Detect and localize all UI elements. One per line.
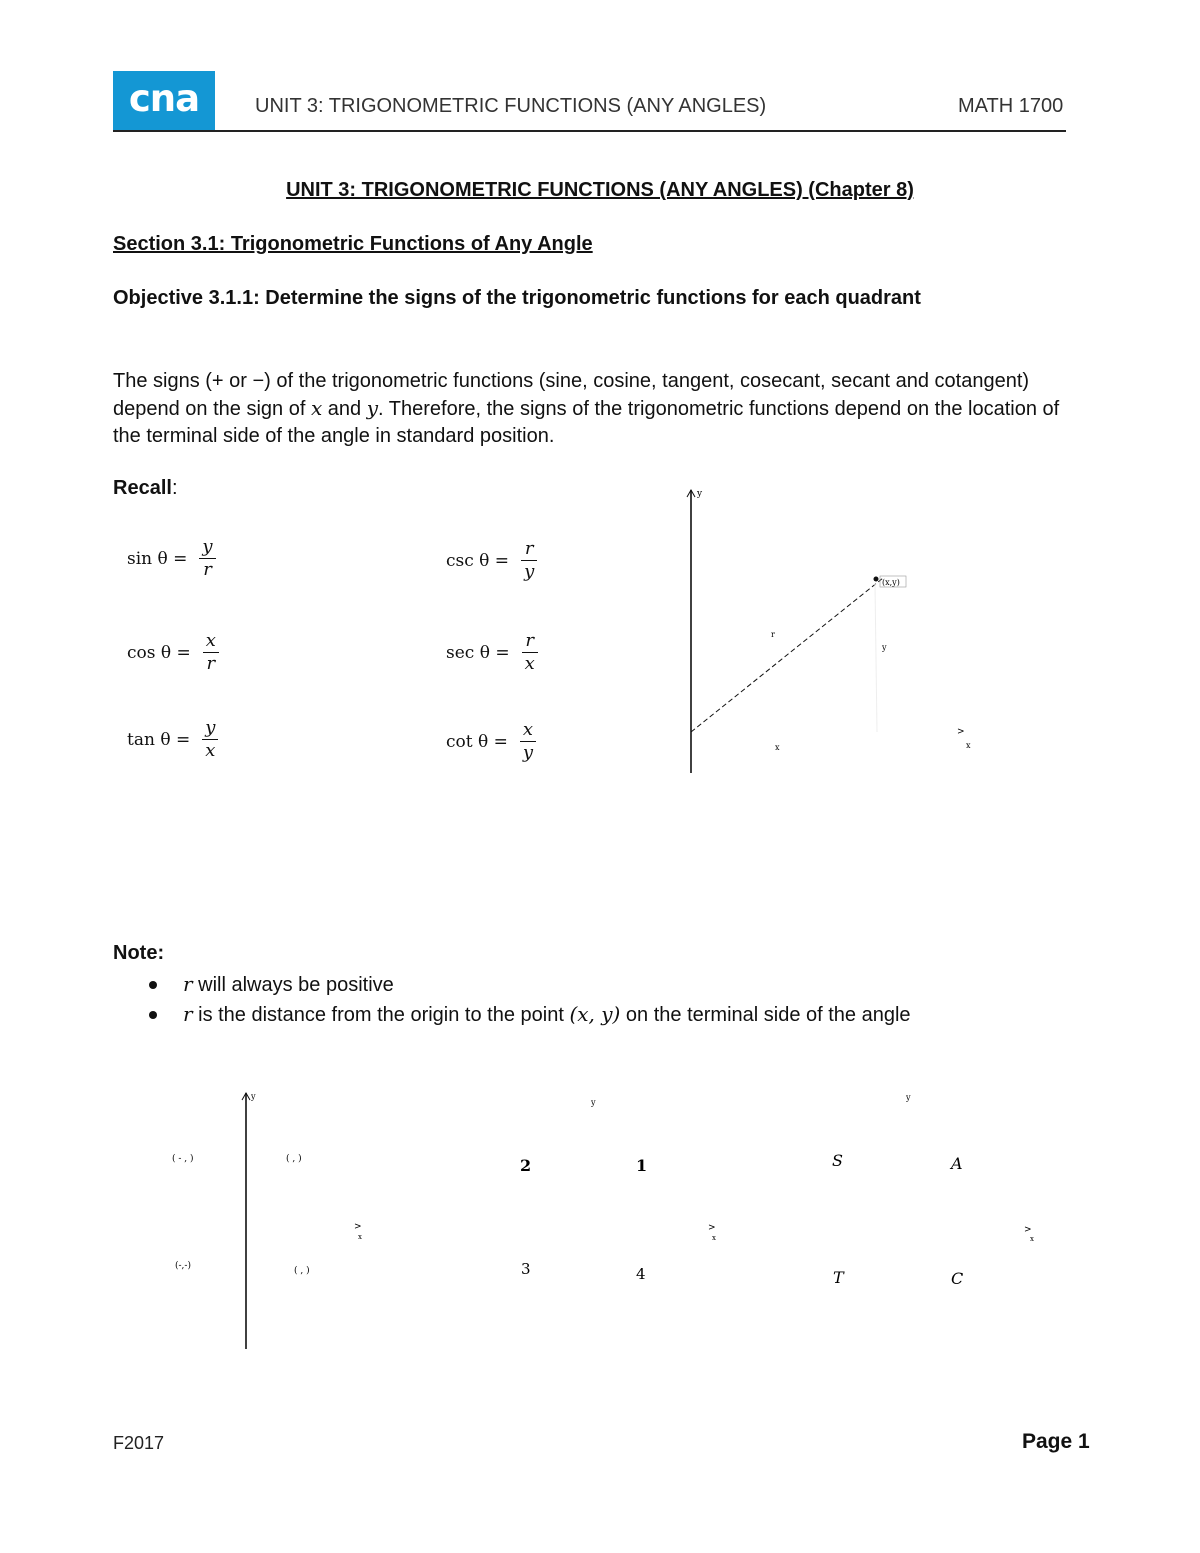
r-label: r xyxy=(771,630,775,639)
fraction xyxy=(203,630,219,675)
header-divider xyxy=(113,130,1066,132)
point-notation: (x, y) xyxy=(569,1002,621,1026)
recall-word: Recall xyxy=(113,477,172,499)
intro-paragraph xyxy=(113,368,1088,450)
quadrant-1-sign: ( , ) xyxy=(286,1154,302,1164)
quadrant-astc-diagram xyxy=(832,1093,1034,1288)
x-axis-arrow-glyph: > xyxy=(1024,1225,1032,1235)
fraction xyxy=(521,538,537,583)
x-axis-arrow-glyph: > xyxy=(957,727,965,737)
cna-logo xyxy=(113,71,215,130)
quadrant-1-number: 1 xyxy=(636,1156,648,1175)
quadrant-2-number: 2 xyxy=(520,1156,532,1175)
denominator: x xyxy=(205,740,216,761)
intro-text-1: The signs (+ or −) of the trigonometric functions (sine, cosine, tangent, cosecant, secant and cotangent) depend on the sign of xyxy=(113,370,1030,420)
quadrant-1-letter: A xyxy=(951,1154,963,1173)
denominator: r xyxy=(203,559,212,580)
numerator: y xyxy=(205,717,216,738)
formula-sin xyxy=(127,536,216,581)
formula-fn: cos θ = xyxy=(127,642,191,663)
formula-cos xyxy=(127,630,219,675)
quadrant-3-number: 3 xyxy=(521,1260,531,1278)
section-title: Section 3.1: Trigonometric Functions of Any Angle xyxy=(113,233,593,255)
formula-fn: sin θ = xyxy=(127,548,188,569)
x-axis-label: x xyxy=(712,1234,716,1242)
denominator: y xyxy=(522,742,534,763)
point-label: (x,y) xyxy=(882,578,900,587)
quadrant-3-sign: (-,-) xyxy=(175,1261,191,1271)
formula-fn: tan θ = xyxy=(127,729,191,750)
bullet-text-end: on the terminal side of the angle xyxy=(620,1004,911,1026)
note-label: Note: xyxy=(113,942,165,964)
quadrant-numbers-diagram xyxy=(520,1098,716,1283)
formula-tan xyxy=(127,717,218,762)
recall-colon: : xyxy=(171,477,178,499)
formula-fn: csc θ = xyxy=(446,550,510,571)
reference-triangle-diagram xyxy=(660,480,1000,780)
footer-page-number: Page 1 xyxy=(1022,1430,1090,1453)
intro-text-2: . Therefore, the signs of the trigonometric functions depend on the location of the terminal side of the angle in standard position. xyxy=(113,398,1060,447)
numerator: r xyxy=(524,538,534,559)
formula-fn: sec θ = xyxy=(446,642,510,663)
footer-term: F2017 xyxy=(113,1433,165,1453)
formula-fn: cot θ = xyxy=(446,731,508,752)
formula-csc xyxy=(446,538,537,583)
quadrant-2-sign: ( - , ) xyxy=(172,1154,194,1164)
formula-sec xyxy=(446,630,538,675)
note-bullet xyxy=(140,970,911,1000)
x-axis-label: x xyxy=(966,741,971,750)
y-axis-label: y xyxy=(251,1092,256,1101)
x-axis-label: x xyxy=(1030,1235,1034,1243)
var-r: r xyxy=(183,1002,193,1026)
numerator: x xyxy=(205,630,216,651)
quadrant-diagrams xyxy=(120,1085,1080,1355)
fraction xyxy=(520,719,536,764)
formula-cot xyxy=(446,719,536,764)
y-side-label: y xyxy=(882,643,887,652)
fraction xyxy=(199,536,215,581)
denominator: x xyxy=(524,653,535,674)
fraction xyxy=(202,717,218,762)
note-bullet xyxy=(140,1000,911,1030)
quadrant-2-letter: S xyxy=(832,1151,843,1170)
header-title: UNIT 3: TRIGONOMETRIC FUNCTIONS (ANY ANGLES) xyxy=(255,95,767,117)
quadrant-3-letter: T xyxy=(833,1268,844,1287)
var-r: r xyxy=(183,972,193,996)
numerator: r xyxy=(525,630,534,651)
numerator: x xyxy=(522,719,534,740)
y-axis-label: y xyxy=(906,1093,911,1102)
terminal-side-dashed xyxy=(691,578,883,732)
bullet-text: will always be positive xyxy=(192,974,394,996)
quadrant-4-number: 4 xyxy=(636,1265,646,1283)
denominator: y xyxy=(524,561,535,582)
bullet-text: is the distance from the origin to the point xyxy=(192,1004,570,1026)
quadrant-4-sign: ( , ) xyxy=(294,1266,310,1276)
quadrant-4-letter: C xyxy=(951,1269,964,1288)
numerator: y xyxy=(202,536,213,557)
quadrant-signs-diagram xyxy=(172,1092,362,1349)
intro-and: and xyxy=(322,398,367,420)
x-axis-arrow-glyph: > xyxy=(354,1222,362,1232)
y-axis-label: y xyxy=(591,1098,596,1107)
fraction xyxy=(522,630,538,675)
vertical-leg xyxy=(875,584,877,732)
recall-label xyxy=(113,477,178,500)
x-axis-arrow-glyph: > xyxy=(708,1223,716,1233)
intro-var-x: x xyxy=(310,396,323,420)
header-course: MATH 1700 xyxy=(958,95,1064,117)
x-axis-label: x xyxy=(358,1233,362,1241)
objective-heading: Objective 3.1.1: Determine the signs of the trigonometric functions for each quadrant xyxy=(113,287,921,309)
denominator: r xyxy=(206,653,216,674)
note-list xyxy=(140,970,911,1030)
unit-title: UNIT 3: TRIGONOMETRIC FUNCTIONS (ANY ANGLES) (Chapter 8) xyxy=(286,179,914,201)
point-marker xyxy=(874,577,879,582)
logo-text: cna xyxy=(128,77,200,120)
x-side-label: x xyxy=(775,743,780,752)
y-axis-label: y xyxy=(697,489,703,499)
intro-var-y: y xyxy=(366,396,379,420)
